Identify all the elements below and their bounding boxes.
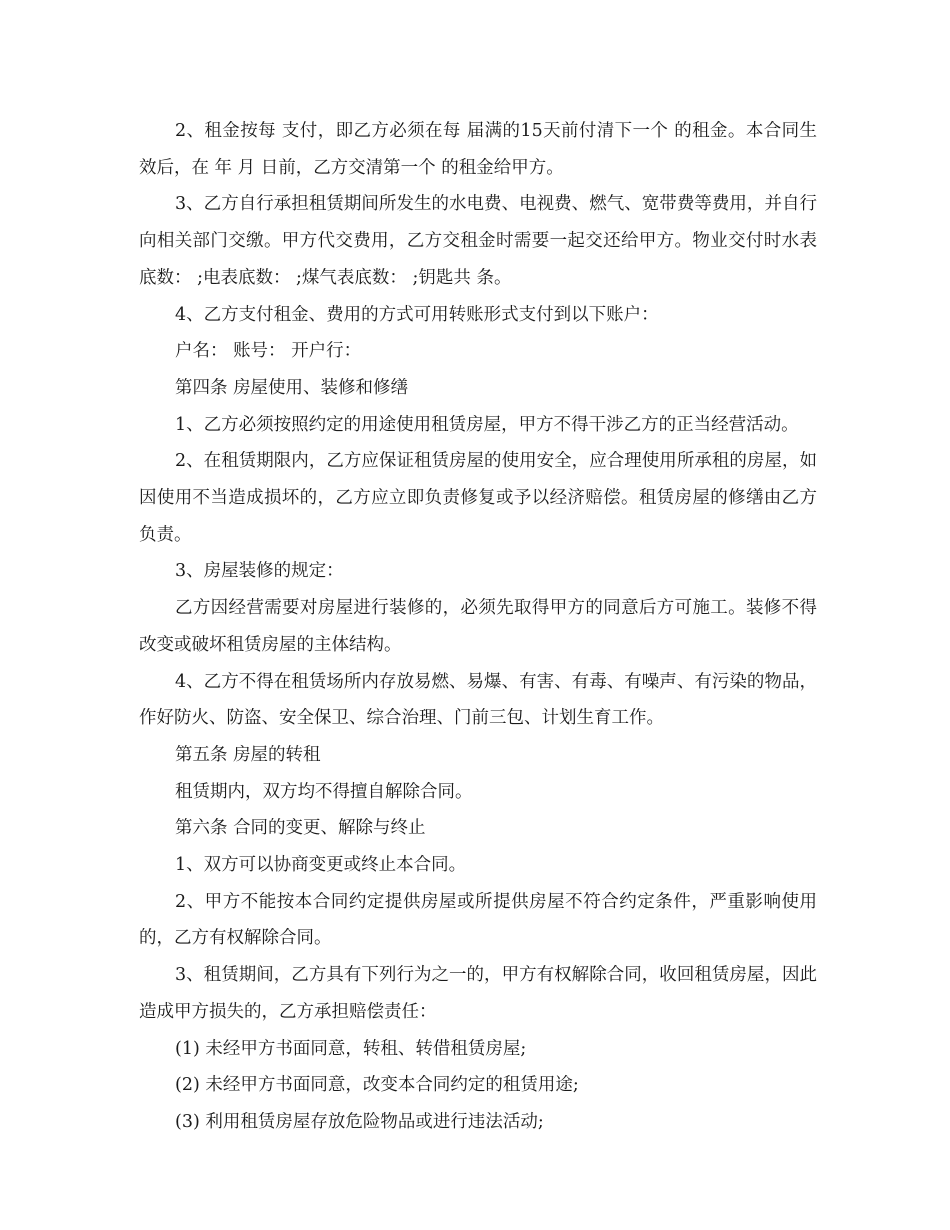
list-item-breach-1: (1) 未经甲方书面同意，转租、转借租赁房屋; xyxy=(175,1038,527,1059)
list-item-breach-2: (2) 未经甲方书面同意，改变本合同约定的租赁用途; xyxy=(175,1075,579,1096)
paragraph-rent-payment: 2、租金按每 支付，即乙方必须在每 届满的15天前付清下一个 的租金。本合同生效后，在 年 月 日前，乙方交清第一个 的租金给甲方。 xyxy=(139,121,817,178)
paragraph-account-info: 户名： 账号： 开户行： xyxy=(175,341,362,362)
paragraph-usage-safety: 2、在租赁期限内，乙方应保证租赁房屋的使用安全，应合理使用所承租的房屋，如因使用不当造成损坏的，乙方应立即负责修复或予以经济赔偿。租赁房屋的修缮由乙方负责。 xyxy=(139,451,817,545)
paragraph-usage-purpose: 1、乙方必须按照约定的用途使用租赁房屋，甲方不得干涉乙方的正当经营活动。 xyxy=(175,414,799,435)
article-heading-6: 第六条 合同的变更、解除与终止 xyxy=(175,818,426,839)
article-heading-5: 第五条 房屋的转租 xyxy=(175,744,321,765)
document-body xyxy=(139,113,817,1141)
paragraph-renovation-detail: 乙方因经营需要对房屋进行装修的，必须先取得甲方的同意后方可施工。装修不得改变或破坏租赁房屋的主体结构。 xyxy=(139,598,817,655)
paragraph-storage-restrictions: 4、乙方不得在租赁场所内存放易燃、易爆、有害、有毒、有噪声、有污染的物品，作好防火、防盗、安全保卫、综合治理、门前三包、计划生育工作。 xyxy=(139,671,817,729)
paragraph-negotiate-change: 1、双方可以协商变更或终止本合同。 xyxy=(175,855,467,876)
paragraph-landlord-breach: 2、甲方不能按本合同约定提供房屋或所提供房屋不符合约定条件，严重影响使用的，乙方有权解除合同。 xyxy=(139,891,817,949)
paragraph-utilities: 3、乙方自行承担租赁期间所发生的水电费、电视费、燃气、宽带费等费用，并自行向相关部门交缴。甲方代交费用，乙方交租金时需要一起交还给甲方。物业交付时水表底数： ;电表底数： ;煤气表底数： ;钥匙共 条。 xyxy=(139,194,817,288)
paragraph-renovation-rules: 3、房屋装修的规定： xyxy=(175,561,344,582)
article-heading-4: 第四条 房屋使用、装修和修缮 xyxy=(175,377,409,398)
paragraph-tenant-breach: 3、租赁期间，乙方具有下列行为之一的，甲方有权解除合同，收回租赁房屋，因此造成甲方损失的，乙方承担赔偿责任： xyxy=(139,965,817,1022)
list-item-breach-3: (3) 利用租赁房屋存放危险物品或进行违法活动; xyxy=(175,1111,544,1132)
paragraph-payment-method: 4、乙方支付租金、费用的方式可用转账形式支付到以下账户： xyxy=(175,304,659,325)
paragraph-sublease: 租赁期内，双方均不得擅自解除合同。 xyxy=(175,781,473,802)
